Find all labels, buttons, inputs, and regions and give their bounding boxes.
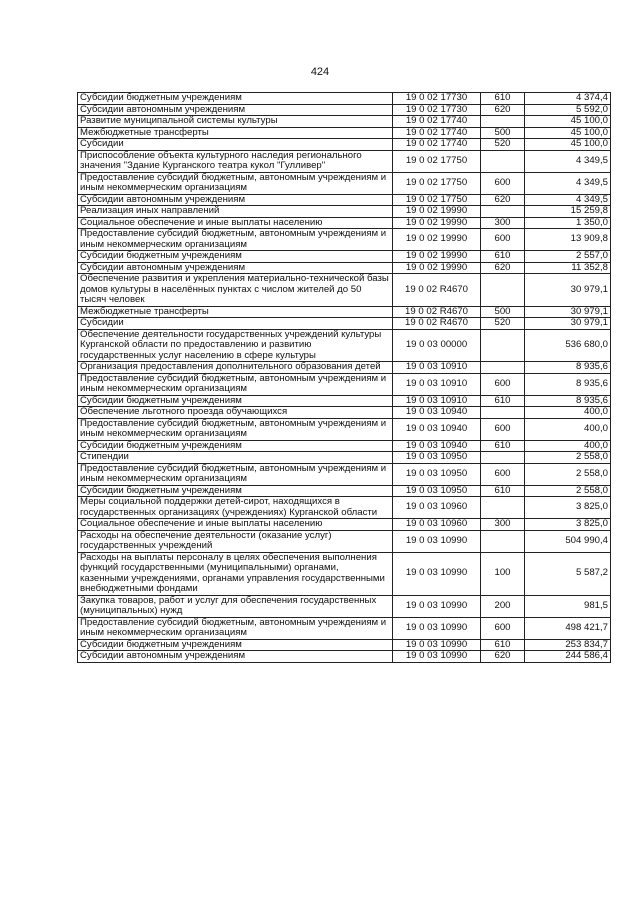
row-name: Межбюджетные трансферты <box>78 306 393 318</box>
row-amount: 30 979,1 <box>525 274 611 307</box>
row-amount: 2 558,0 <box>525 452 611 464</box>
row-name: Субсидии бюджетным учреждениям <box>78 251 393 263</box>
row-code: 19 0 03 10990 <box>393 530 481 552</box>
row-name: Меры социальной поддержки детей-сирот, находящихся в государственных организациях (учреждениях) Курганской области <box>78 497 393 519</box>
row-expense-type <box>481 150 525 172</box>
table-row <box>78 595 611 617</box>
row-name: Субсидии <box>78 139 393 151</box>
row-code: 19 0 03 10950 <box>393 463 481 485</box>
row-amount: 3 825,0 <box>525 497 611 519</box>
table-row <box>78 418 611 440</box>
row-amount: 5 592,0 <box>525 104 611 116</box>
table-row <box>78 639 611 651</box>
row-expense-type <box>481 206 525 218</box>
row-expense-type: 500 <box>481 306 525 318</box>
row-expense-type: 500 <box>481 127 525 139</box>
row-expense-type <box>481 274 525 307</box>
row-name: Организация предоставления дополнительного образования детей <box>78 362 393 374</box>
row-amount: 30 979,1 <box>525 306 611 318</box>
row-amount: 4 349,5 <box>525 150 611 172</box>
row-amount: 244 586,4 <box>525 651 611 663</box>
row-expense-type <box>481 497 525 519</box>
budget-table <box>77 92 611 663</box>
row-expense-type: 610 <box>481 639 525 651</box>
row-expense-type: 100 <box>481 552 525 595</box>
row-expense-type: 620 <box>481 262 525 274</box>
table-row <box>78 519 611 531</box>
row-name: Предоставление субсидий бюджетным, автономным учреждениям и иным некоммерческим организациям <box>78 229 393 251</box>
row-name: Межбюджетные трансферты <box>78 127 393 139</box>
row-amount: 8 935,6 <box>525 373 611 395</box>
row-amount: 400,0 <box>525 407 611 419</box>
row-code: 19 0 02 17730 <box>393 104 481 116</box>
table-row <box>78 194 611 206</box>
row-amount: 536 680,0 <box>525 329 611 362</box>
row-code: 19 0 03 10990 <box>393 595 481 617</box>
row-name: Субсидии автономным учреждениям <box>78 651 393 663</box>
row-amount: 4 349,5 <box>525 194 611 206</box>
row-expense-type <box>481 116 525 128</box>
table-row <box>78 262 611 274</box>
row-amount: 504 990,4 <box>525 530 611 552</box>
row-amount: 1 350,0 <box>525 217 611 229</box>
table-row <box>78 362 611 374</box>
row-code: 19 0 03 10990 <box>393 617 481 639</box>
row-expense-type: 600 <box>481 463 525 485</box>
row-expense-type <box>481 362 525 374</box>
row-name: Субсидии автономным учреждениям <box>78 194 393 206</box>
table-row <box>78 139 611 151</box>
table-row <box>78 452 611 464</box>
row-name: Закупка товаров, работ и услуг для обеспечения государственных (муниципальных) нужд <box>78 595 393 617</box>
row-amount: 13 909,8 <box>525 229 611 251</box>
row-amount: 45 100,0 <box>525 127 611 139</box>
table-row <box>78 206 611 218</box>
row-amount: 15 259,8 <box>525 206 611 218</box>
row-amount: 253 834,7 <box>525 639 611 651</box>
row-name: Субсидии бюджетным учреждениям <box>78 639 393 651</box>
table-row <box>78 217 611 229</box>
row-code: 19 0 02 17740 <box>393 139 481 151</box>
row-amount: 45 100,0 <box>525 116 611 128</box>
row-expense-type: 610 <box>481 251 525 263</box>
row-name: Обеспечение деятельности государственных учреждений культуры Курганской области по предоставлению и развитию государственных услуг населению в сфере культуры <box>78 329 393 362</box>
table-row <box>78 229 611 251</box>
row-expense-type: 620 <box>481 104 525 116</box>
row-name: Предоставление субсидий бюджетным, автономным учреждениям и иным некоммерческим организациям <box>78 373 393 395</box>
row-amount: 45 100,0 <box>525 139 611 151</box>
table-row <box>78 329 611 362</box>
table-row <box>78 127 611 139</box>
row-amount: 981,5 <box>525 595 611 617</box>
row-expense-type: 520 <box>481 318 525 330</box>
row-name: Предоставление субсидий бюджетным, автономным учреждениям и иным некоммерческим организациям <box>78 617 393 639</box>
row-code: 19 0 02 17750 <box>393 194 481 206</box>
table-row <box>78 485 611 497</box>
row-code: 19 0 02 R4670 <box>393 274 481 307</box>
row-code: 19 0 02 17740 <box>393 116 481 128</box>
table-row <box>78 617 611 639</box>
table-row <box>78 172 611 194</box>
row-expense-type <box>481 452 525 464</box>
table-row <box>78 93 611 105</box>
row-code: 19 0 02 19990 <box>393 262 481 274</box>
table-row <box>78 104 611 116</box>
row-name: Расходы на обеспечение деятельности (оказание услуг) государственных учреждений <box>78 530 393 552</box>
row-name: Стипендии <box>78 452 393 464</box>
row-amount: 2 557,0 <box>525 251 611 263</box>
row-expense-type: 600 <box>481 418 525 440</box>
row-expense-type <box>481 530 525 552</box>
table-row <box>78 651 611 663</box>
row-amount: 400,0 <box>525 440 611 452</box>
row-amount: 400,0 <box>525 418 611 440</box>
row-code: 19 0 02 R4670 <box>393 306 481 318</box>
table-row <box>78 274 611 307</box>
row-expense-type: 620 <box>481 651 525 663</box>
row-expense-type: 600 <box>481 617 525 639</box>
row-expense-type: 600 <box>481 229 525 251</box>
row-code: 19 0 03 10990 <box>393 552 481 595</box>
row-amount: 11 352,8 <box>525 262 611 274</box>
row-amount: 2 558,0 <box>525 463 611 485</box>
row-amount: 4 349,5 <box>525 172 611 194</box>
row-name: Субсидии <box>78 318 393 330</box>
row-code: 19 0 03 00000 <box>393 329 481 362</box>
row-expense-type: 520 <box>481 139 525 151</box>
row-expense-type <box>481 329 525 362</box>
row-name: Предоставление субсидий бюджетным, автономным учреждениям и иным некоммерческим организациям <box>78 418 393 440</box>
table-row <box>78 552 611 595</box>
row-code: 19 0 03 10960 <box>393 497 481 519</box>
table-row <box>78 463 611 485</box>
table-row <box>78 407 611 419</box>
row-name: Субсидии бюджетным учреждениям <box>78 440 393 452</box>
row-name: Предоставление субсидий бюджетным, автономным учреждениям и иным некоммерческим организациям <box>78 463 393 485</box>
row-code: 19 0 02 R4670 <box>393 318 481 330</box>
row-code: 19 0 03 10950 <box>393 452 481 464</box>
row-code: 19 0 02 17750 <box>393 172 481 194</box>
budget-table-body <box>78 93 611 663</box>
row-code: 19 0 02 19990 <box>393 217 481 229</box>
row-code: 19 0 03 10910 <box>393 362 481 374</box>
table-row <box>78 251 611 263</box>
row-code: 19 0 02 19990 <box>393 229 481 251</box>
row-expense-type: 600 <box>481 373 525 395</box>
row-name: Реализация иных направлений <box>78 206 393 218</box>
table-row <box>78 318 611 330</box>
row-amount: 30 979,1 <box>525 318 611 330</box>
row-name: Социальное обеспечение и иные выплаты населению <box>78 519 393 531</box>
row-name: Расходы на выплаты персоналу в целях обеспечения выполнения функций государственными (муниципальными) органами, казенными учреждениями, органами управления государственными внебюджетными фондами <box>78 552 393 595</box>
row-code: 19 0 03 10940 <box>393 440 481 452</box>
row-code: 19 0 03 10990 <box>393 651 481 663</box>
row-name: Приспособление объекта культурного наследия регионального значения "Здание Курганского театра кукол "Гулливер" <box>78 150 393 172</box>
row-expense-type: 200 <box>481 595 525 617</box>
row-expense-type: 300 <box>481 519 525 531</box>
row-code: 19 0 03 10960 <box>393 519 481 531</box>
row-expense-type: 610 <box>481 440 525 452</box>
row-expense-type: 600 <box>481 172 525 194</box>
row-amount: 8 935,6 <box>525 395 611 407</box>
table-row <box>78 497 611 519</box>
row-amount: 8 935,6 <box>525 362 611 374</box>
row-expense-type: 620 <box>481 194 525 206</box>
row-expense-type <box>481 407 525 419</box>
page-number: 424 <box>310 66 330 78</box>
row-name: Предоставление субсидий бюджетным, автономным учреждениям и иным некоммерческим организациям <box>78 172 393 194</box>
row-code: 19 0 03 10940 <box>393 407 481 419</box>
table-row <box>78 373 611 395</box>
row-code: 19 0 03 10910 <box>393 395 481 407</box>
row-code: 19 0 02 19990 <box>393 206 481 218</box>
row-name: Субсидии бюджетным учреждениям <box>78 485 393 497</box>
row-name: Обеспечение льготного проезда обучающихся <box>78 407 393 419</box>
row-amount: 2 558,0 <box>525 485 611 497</box>
row-code: 19 0 02 17740 <box>393 127 481 139</box>
row-expense-type: 610 <box>481 93 525 105</box>
row-code: 19 0 03 10990 <box>393 639 481 651</box>
row-expense-type: 610 <box>481 485 525 497</box>
table-row <box>78 440 611 452</box>
row-code: 19 0 03 10950 <box>393 485 481 497</box>
row-name: Субсидии автономным учреждениям <box>78 104 393 116</box>
row-name: Обеспечение развития и укрепления материально-технической базы домов культуры в населённых пунктах с числом жителей до 50 тысяч человек <box>78 274 393 307</box>
row-expense-type: 610 <box>481 395 525 407</box>
row-code: 19 0 03 10910 <box>393 373 481 395</box>
row-name: Субсидии автономным учреждениям <box>78 262 393 274</box>
row-amount: 498 421,7 <box>525 617 611 639</box>
row-code: 19 0 02 17730 <box>393 93 481 105</box>
table-row <box>78 395 611 407</box>
row-name: Субсидии бюджетным учреждениям <box>78 93 393 105</box>
row-amount: 5 587,2 <box>525 552 611 595</box>
row-amount: 4 374,4 <box>525 93 611 105</box>
row-code: 19 0 02 17750 <box>393 150 481 172</box>
row-expense-type: 300 <box>481 217 525 229</box>
row-code: 19 0 03 10940 <box>393 418 481 440</box>
row-name: Социальное обеспечение и иные выплаты населению <box>78 217 393 229</box>
table-row <box>78 530 611 552</box>
row-name: Субсидии бюджетным учреждениям <box>78 395 393 407</box>
row-code: 19 0 02 19990 <box>393 251 481 263</box>
row-name: Развитие муниципальной системы культуры <box>78 116 393 128</box>
table-row <box>78 116 611 128</box>
table-row <box>78 306 611 318</box>
row-amount: 3 825,0 <box>525 519 611 531</box>
table-row <box>78 150 611 172</box>
